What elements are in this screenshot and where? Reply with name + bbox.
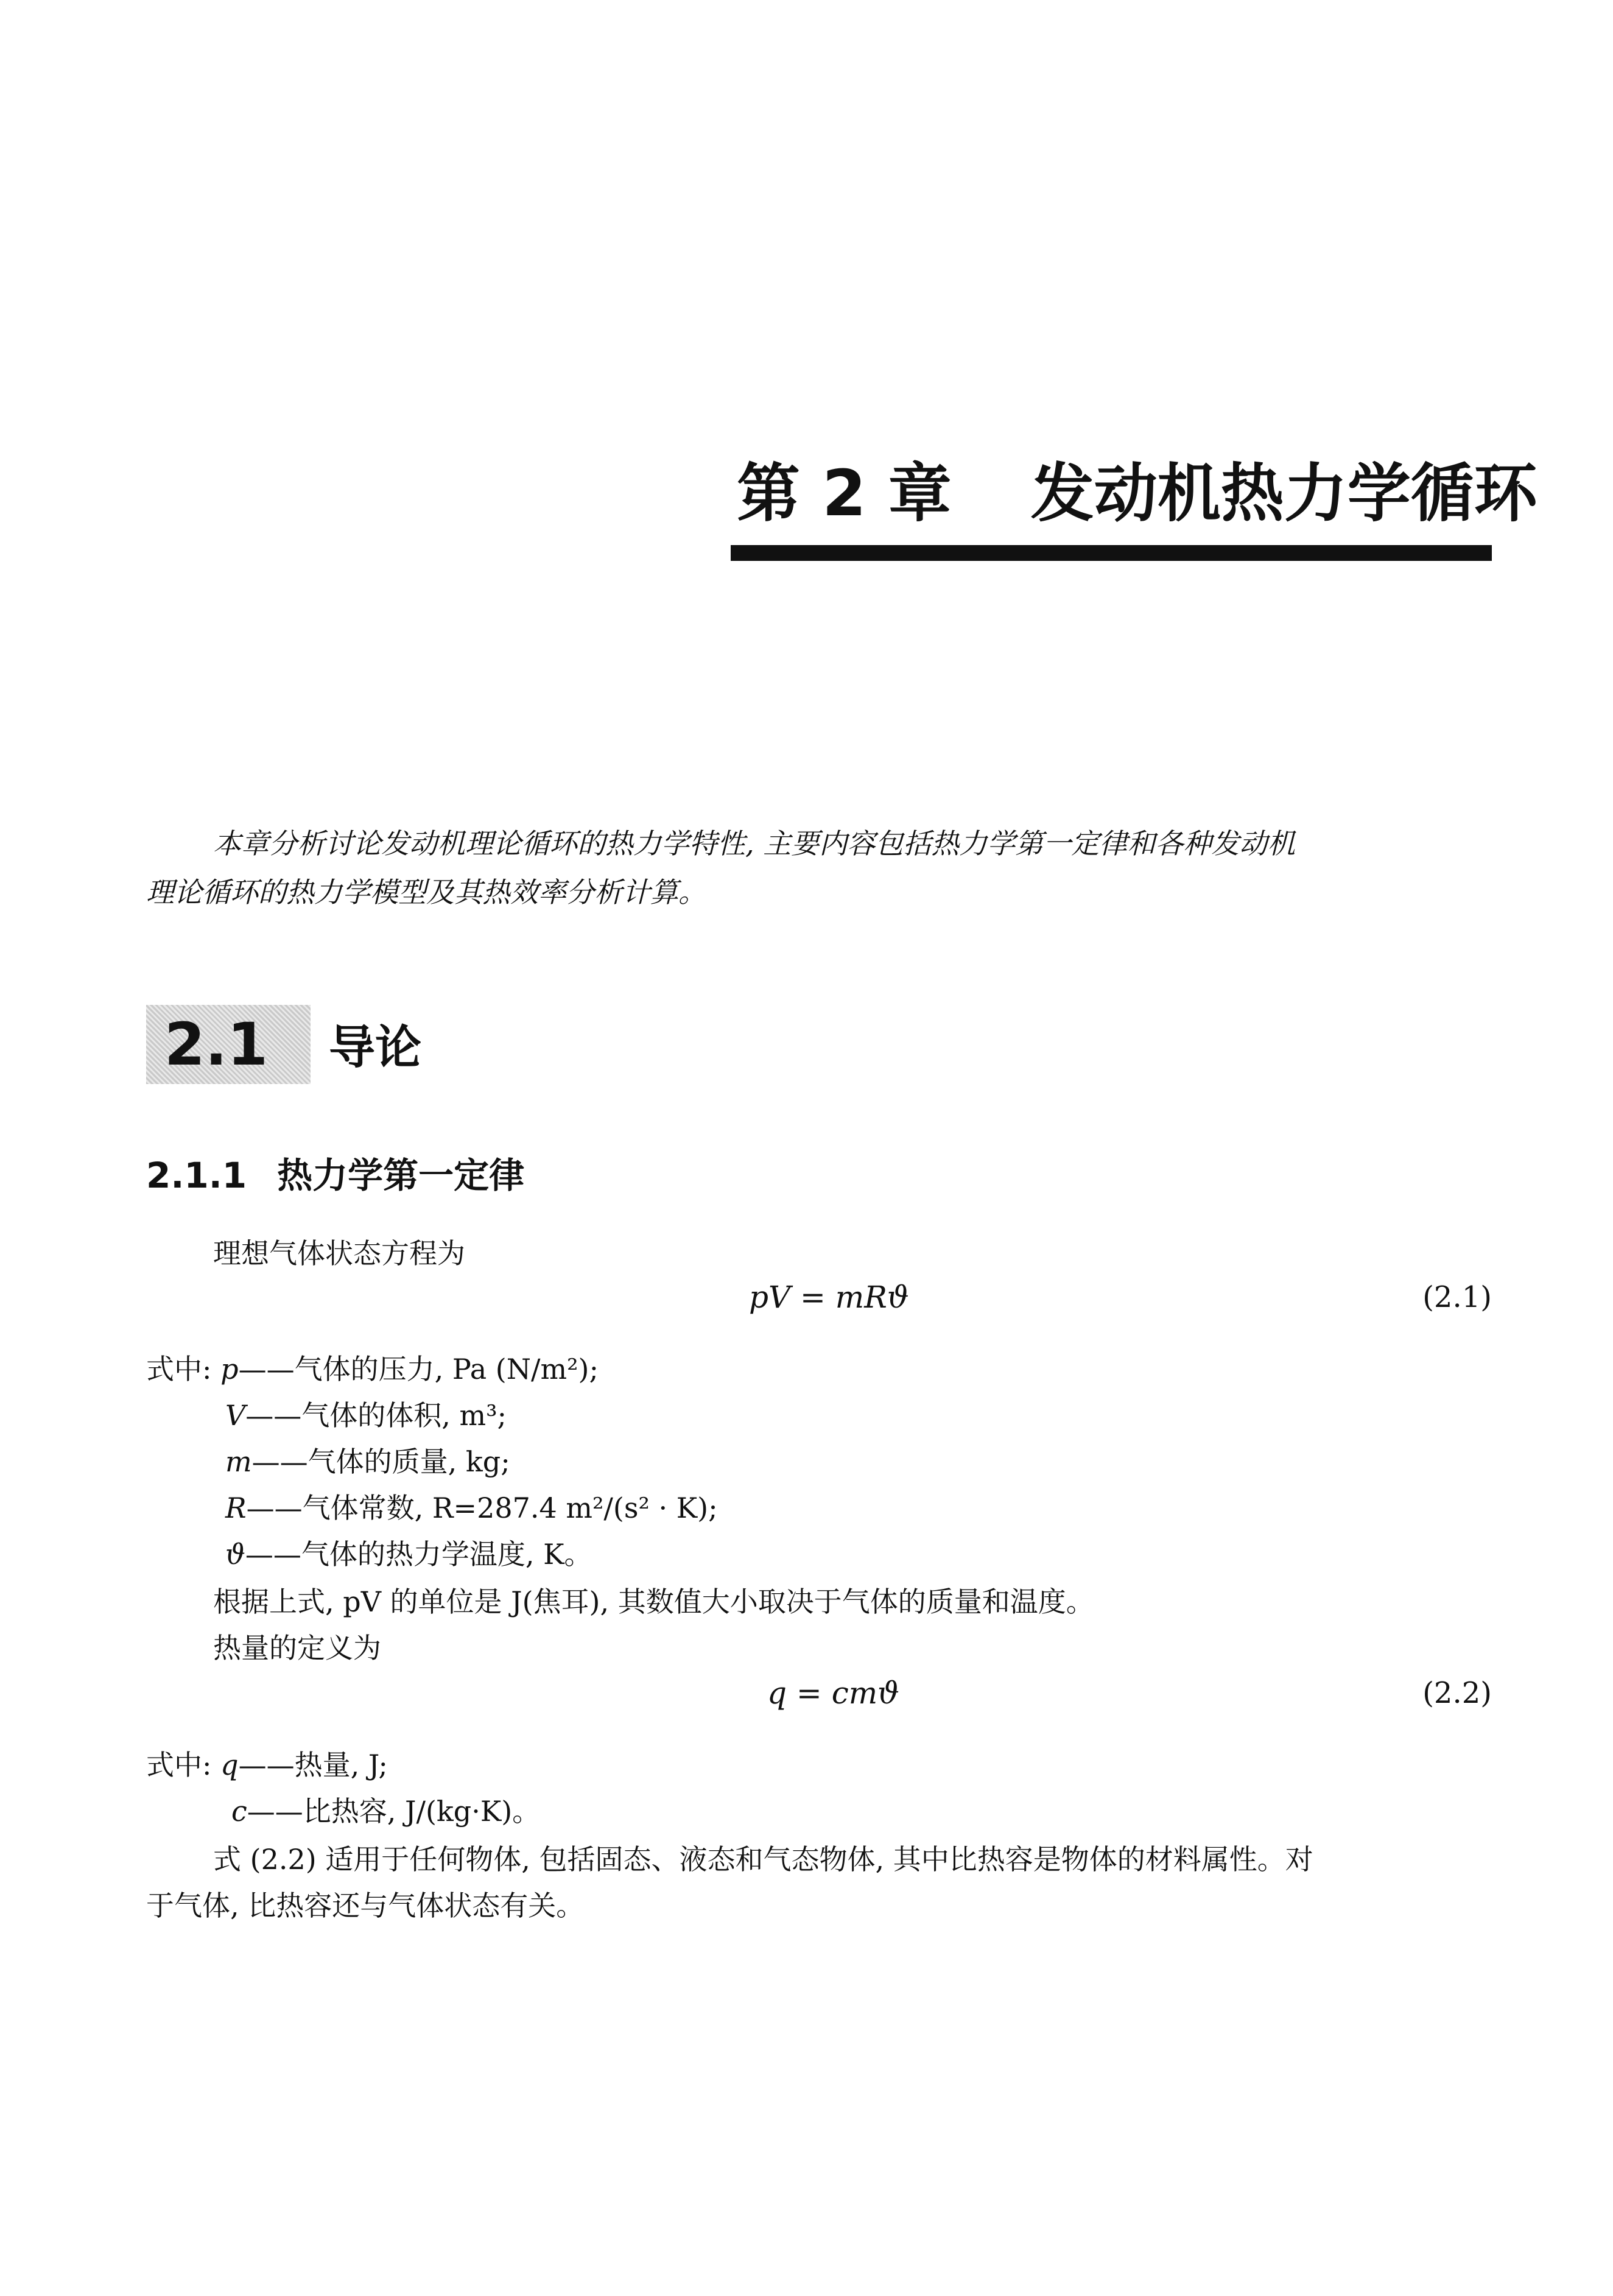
symbol-definition: ——热量, J; [238,1748,388,1781]
paragraph-4-line-2: 于气体, 比热容还与气体状态有关。 [146,1889,585,1922]
subsection-title: 热力学第一定律 [277,1155,525,1196]
symbol-definition: ——比热容, J/(kg·K)。 [247,1795,541,1828]
where-lead: 式中: [146,1353,221,1386]
chapter-heading [737,448,1537,539]
where-line [225,1531,592,1577]
where-line [146,1346,599,1392]
chapter-title: 发动机热力学循环 [1030,456,1537,530]
paragraph-3: 热量的定义为 [213,1632,381,1664]
equation-2-2: q = cmϑ [767,1675,899,1711]
where-lead: 式中: [146,1748,221,1781]
paragraph-4-line-1: 式 (2.2) 适用于任何物体, 包括固态、液态和气态物体, 其中比热容是物体的材料属性。对 [213,1843,1313,1876]
equation-2-1: pV = mRϑ [749,1280,909,1315]
paragraph-2: 根据上式, pV 的单位是 J(焦耳), 其数值大小取决于气体的质量和温度。 [213,1585,1094,1618]
chapter-number: 第 2 章 [737,456,952,530]
symbol: V [225,1399,246,1432]
symbol-definition: ——气体的体积, m³; [245,1399,507,1432]
symbol: c [231,1795,247,1828]
section-number: 2.1 [164,1010,269,1079]
paragraph-1: 理想气体状态方程为 [213,1237,465,1270]
symbol: m [225,1445,252,1478]
where-line [225,1392,507,1439]
symbol-definition: ——气体的热力学温度, K。 [245,1538,592,1571]
symbol: p [220,1353,239,1386]
symbol-definition: ——气体的压力, Pa (N/m²); [238,1353,599,1386]
intro-line-2: 理论循环的热力学模型及其热效率分析计算。 [146,876,706,909]
where-line [225,1439,510,1485]
subsection-number: 2.1.1 [146,1155,247,1196]
section-title: 导论 [329,1020,421,1074]
where-line [225,1485,718,1531]
equation-number-2-2: (2.2) [1422,1676,1492,1710]
where-line [146,1742,388,1788]
symbol: ϑ [225,1538,245,1571]
symbol-definition: ——气体常数, R=287.4 m²/(s² · K); [246,1491,718,1524]
chapter-rule [731,545,1492,561]
symbol: R [225,1491,247,1524]
where-line [231,1788,540,1834]
equation-number-2-1: (2.1) [1422,1280,1492,1314]
intro-line-1: 本章分析讨论发动机理论循环的热力学特性, 主要内容包括热力学第一定律和各种发动机 [213,827,1296,860]
subsection-heading [146,1145,524,1206]
symbol-definition: ——气体的质量, kg; [251,1445,510,1478]
symbol: q [220,1748,239,1781]
